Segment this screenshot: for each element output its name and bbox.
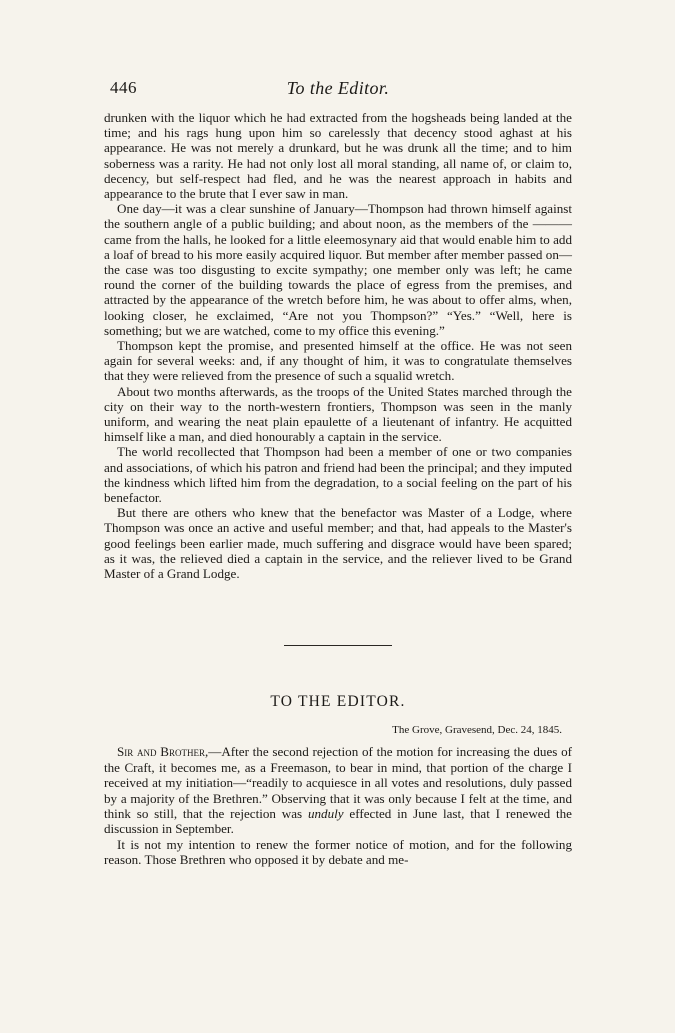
letter-dateline: The Grove, Gravesend, Dec. 24, 1845. <box>392 724 562 737</box>
letter-paragraph-1-part-a: —After the second rejection of the motion for increasing the dues of the Craft, it becomes me, as a Freemason, to bear in mind, that portion of the charge I received at my initiation—“readily to acquiesce in all votes and resolutions, duly passed by a majority of the Brethren.” Observing that it was only because I felt at the time, and think so still, that the rejection was <box>104 744 572 821</box>
letter-body <box>104 744 572 867</box>
emphasis-unduly: unduly <box>307 805 344 821</box>
letter-heading: TO THE EDITOR. <box>270 693 406 711</box>
article-paragraph-1: drunken with the liquor which he had extracted from the hogsheads being landed at the time; and his rags hung upon him so carelessly that decency stood aghast at his appearance. He was not merely a drunkard, but he was drunk all the time; and to him soberness was a rarity. He had not only lost all moral standing, all name of, or claim to, decency, but self-respect had fled, and he was the nearest approach in habits and appearance to the brute that I ever saw in man. <box>104 110 572 202</box>
page <box>104 78 572 868</box>
article-paragraph-3: Thompson kept the promise, and presented himself at the office. He was not seen again for several weeks: and, if any thought of him, it was to congratulate themselves that they were relieved from the presence of such a squalid wretch. <box>104 338 572 384</box>
letter-paragraph-1-part-b: effected in June last, that I renewed the discussion in September. <box>104 805 572 837</box>
article-paragraph-4: About two months afterwards, as the troops of the United States marched through the city on their way to the north-western frontiers, Thompson was seen in the manly uniform, and wearing the neat plain epaulette of a lieutenant of infantry. He acquitted himself like a man, and died honourably a captain in the service. <box>104 383 572 445</box>
page-number: 446 <box>110 78 137 97</box>
running-head <box>104 78 572 106</box>
section-divider <box>284 645 392 646</box>
letter-paragraph-1 <box>104 744 572 836</box>
article-paragraph-5: The world recollected that Thompson had been a member of one or two companies and associations, of which his patron and friend had been the principal; and they imputed the kindness which lifted him from the degradation, to a social feeling on the part of his benefactor. <box>104 444 572 506</box>
article-paragraph-6: But there are others who knew that the benefactor was Master of a Lodge, where Thompson was once an active and useful member; and that, had appeals to the Master's good feelings been earlier made, much suffering and disgrace would have been spared; as it was, the relieved died a captain in the service, and the reliever lived to be Grand Master of a Grand Lodge. <box>104 505 572 582</box>
article-body <box>104 110 572 581</box>
article-paragraph-2: One day—it was a clear sunshine of January—Thompson had thrown himself against the southern angle of a public building; and about noon, as the members of the ——— came from the halls, he looked for a little eleemosynary aid that would enable him to add a loaf of bread to his more easily acquired liquor. But member after member passed on—the case was too disgusting to excite sympathy; one member only was left; he came round the corner of the building towards the place of egress from the premises, and attracted by the appearance of the wretch before him, he was about to offer alms, when, looking closer, he exclaimed, “Are not you Thompson?” “Yes.” “Well, here is something; but we are watched, come to my office this evening.” <box>104 201 572 338</box>
salutation: Sir and Brother, <box>117 744 209 760</box>
letter-paragraph-2: It is not my intention to renew the former notice of motion, and for the following reason. Those Brethren who opposed it by debate and me- <box>104 836 572 868</box>
running-title: To the Editor. <box>286 78 390 98</box>
